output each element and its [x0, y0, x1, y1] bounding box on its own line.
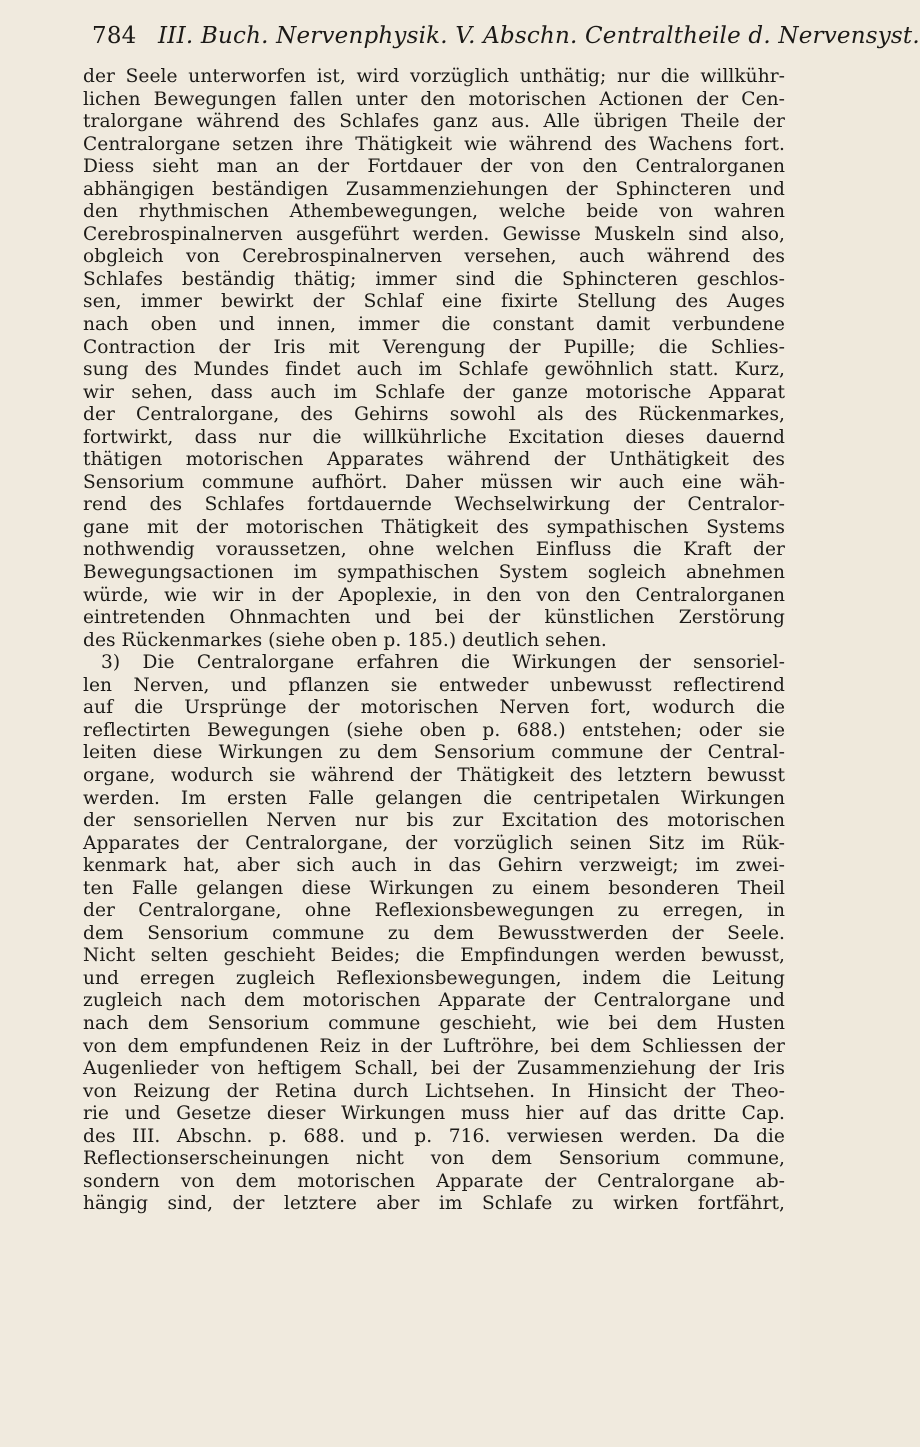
text-line: Contraction der Iris mit Verengung der Pupille; die Schlies- [83, 336, 785, 358]
text-line: hängig sind, der letztere aber im Schlafe zu wirken fortfährt, [83, 1193, 785, 1215]
text-line: der Seele unterworfen ist, wird vorzüglich unthätig; nur die willkühr- [83, 66, 785, 87]
running-header [92, 18, 920, 54]
text-line: nach oben und innen, immer die constant damit verbundene [83, 314, 785, 336]
text-line: der Centralorgane, ohne Reflexionsbewegungen zu erregen, in [83, 900, 785, 922]
text-line: sung des Mundes findet auch im Schlafe gewöhnlich statt. Kurz, [83, 359, 785, 381]
text-line: den rhythmischen Athembewegungen, welche beide von wahren [83, 201, 785, 223]
body-text [83, 66, 785, 1216]
text-line: fortwirkt, dass nur die willkührliche Excitation dieses dauernd [83, 426, 785, 448]
text-line: Reflectionserscheinungen nicht von dem Sensorium commune, [83, 1148, 785, 1170]
text-line: Centralorgane setzen ihre Thätigkeit wie während des Wachens fort. [83, 133, 785, 155]
text-line: Augenlieder von heftigem Schall, bei der Zusammenziehung der Iris [83, 1058, 785, 1080]
text-line: tralorgane während des Schlafes ganz aus. Alle übrigen Theile der [83, 111, 785, 133]
text-line: obgleich von Cerebrospinalnerven versehen, auch während des [83, 246, 785, 268]
text-line: der Centralorgane, des Gehirns sowohl als des Rückenmarkes, [83, 404, 785, 426]
page-number: 784 [92, 23, 137, 49]
text-line: 3) Die Centralorgane erfahren die Wirkungen der sensoriel- [101, 652, 785, 674]
text-line: zugleich nach dem motorischen Apparate der Centralorgane und [83, 990, 785, 1012]
text-line: würde, wie wir in der Apoplexie, in den von den Centralorganen [83, 584, 785, 606]
text-line: werden. Im ersten Falle gelangen die centripetalen Wirkungen [83, 787, 785, 809]
text-line: Nicht selten geschieht Beides; die Empfindungen werden bewusst, [83, 945, 785, 967]
text-line: reflectirten Bewegungen (siehe oben p. 688.) entstehen; oder sie [83, 719, 785, 741]
text-line: len Nerven, und pflanzen sie entweder unbewusst reflectirend [83, 674, 785, 696]
text-line: Cerebrospinalnerven ausgeführt werden. Gewisse Muskeln sind also, [83, 223, 785, 245]
text-line: nothwendig voraussetzen, ohne welchen Einfluss die Kraft der [83, 539, 785, 561]
text-line: der sensoriellen Nerven nur bis zur Excitation des motorischen [83, 810, 785, 832]
text-line: des III. Abschn. p. 688. und p. 716. verwiesen werden. Da die [83, 1125, 785, 1147]
text-line: gane mit der motorischen Thätigkeit des sympathischen Systems [83, 516, 785, 538]
text-line: rie und Gesetze dieser Wirkungen muss hier auf das dritte Cap. [83, 1103, 785, 1125]
text-line: leiten diese Wirkungen zu dem Sensorium commune der Central- [83, 742, 785, 764]
text-line: nach dem Sensorium commune geschieht, wie bei dem Husten [83, 1012, 785, 1034]
text-line: kenmark hat, aber sich auch in das Gehirn verzweigt; im zwei- [83, 855, 785, 877]
text-line: Diess sieht man an der Fortdauer der von den Centralorganen [83, 156, 785, 178]
text-line: auf die Ursprünge der motorischen Nerven fort, wodurch die [83, 697, 785, 719]
text-line: sen, immer bewirkt der Schlaf eine fixirte Stellung des Auges [83, 291, 785, 313]
text-line: Apparates der Centralorgane, der vorzüglich seinen Sitz im Rük- [83, 832, 785, 854]
text-line: sondern von dem motorischen Apparate der Centralorgane ab- [83, 1170, 785, 1192]
text-line: thätigen motorischen Apparates während der Unthätigkeit des [83, 449, 785, 471]
text-line: organe, wodurch sie während der Thätigkeit des letztern bewusst [83, 764, 785, 786]
text-line: Bewegungsactionen im sympathischen System sogleich abnehmen [83, 562, 785, 584]
text-line: und erregen zugleich Reflexionsbewegungen, indem die Leitung [83, 967, 785, 989]
text-line: eintretenden Ohnmachten und bei der künstlichen Zerstörung [83, 607, 785, 629]
text-line: dem Sensorium commune zu dem Bewusstwerden der Seele. [83, 922, 785, 944]
text-line: ten Falle gelangen diese Wirkungen zu einem besonderen Theil [83, 877, 785, 899]
text-line: rend des Schlafes fortdauernde Wechselwirkung der Centralor- [83, 494, 785, 516]
running-title: III. Buch. Nervenphysik. V. Abschn. Centraltheile d. Nervensyst. [158, 23, 920, 49]
text-line: des Rückenmarkes (siehe oben p. 185.) deutlich sehen. [83, 629, 607, 651]
text-line: von Reizung der Retina durch Lichtsehen. In Hinsicht der Theo- [83, 1080, 785, 1102]
text-line: wir sehen, dass auch im Schlafe der ganze motorische Apparat [83, 381, 785, 403]
text-line: lichen Bewegungen fallen unter den motorischen Actionen der Cen- [83, 88, 785, 110]
text-line: Sensorium commune aufhört. Daher müssen wir auch eine wäh- [83, 471, 785, 493]
text-line: abhängigen beständigen Zusammenziehungen der Sphincteren und [83, 178, 785, 200]
text-line: von dem empfundenen Reiz in der Luftröhre, bei dem Schliessen der [83, 1035, 785, 1057]
text-line: Schlafes beständig thätig; immer sind die Sphincteren geschlos- [83, 268, 785, 290]
